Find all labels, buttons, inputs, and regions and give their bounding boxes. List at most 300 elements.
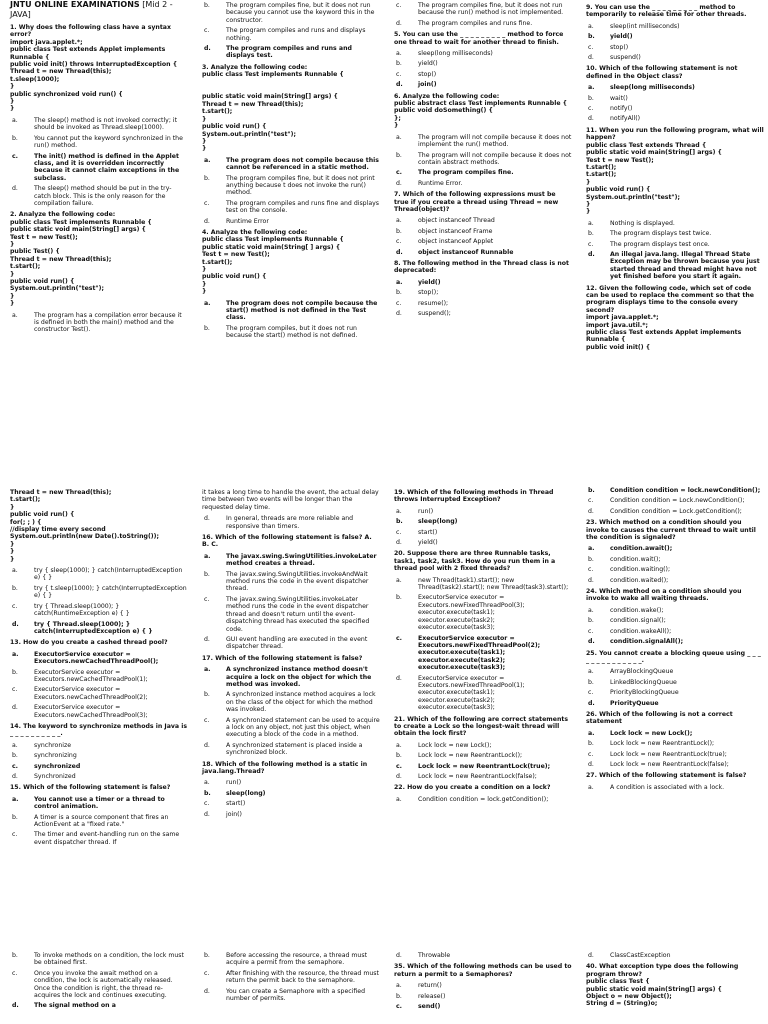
- option-letter: b.: [12, 134, 18, 142]
- option-text: release(): [418, 992, 446, 1000]
- option-text: A synchronized instance method doesn't acquire a lock on the object for which the method was invoked.: [226, 666, 372, 688]
- option-letter: c.: [12, 969, 18, 977]
- option-letter: d.: [588, 250, 595, 258]
- answer-option: [10, 117, 188, 132]
- option-text: return(): [418, 982, 442, 990]
- option-text: yield(): [418, 60, 438, 68]
- option-letter: d.: [396, 310, 402, 317]
- option-letter: d.: [396, 952, 402, 959]
- question-text: 7. Which of the following expressions must be true if you create a thread using Thread = new Thread(object)?: [394, 191, 561, 213]
- document-title: [10, 0, 188, 20]
- answer-option: [394, 577, 572, 592]
- option-letter: d.: [204, 741, 210, 749]
- answer-option: [394, 152, 572, 167]
- option-letter: c.: [588, 750, 594, 758]
- option-letter: b.: [12, 668, 18, 676]
- answer-option: [394, 539, 572, 546]
- answer-option-correct: [202, 45, 380, 60]
- answer-option-correct: [586, 33, 764, 40]
- option-letter: c.: [204, 969, 210, 977]
- answer-option-correct: [10, 153, 188, 183]
- answer-option: [394, 60, 572, 67]
- answer-option: [586, 761, 764, 768]
- option-text: The program compiles and runs and displays test.: [226, 45, 352, 60]
- option-text: The javax.swing.SwingUtilities.invokeLater method runs the code in the event dispatcher thread and doesn't return until the event-dispatching thread has executed the specified code.: [226, 595, 370, 633]
- option-letter: a.: [396, 982, 402, 990]
- answer-option: [586, 556, 764, 563]
- answer-option: [202, 515, 380, 530]
- option-letter: d.: [204, 987, 210, 995]
- option-letter: a.: [396, 795, 402, 803]
- option-text: You cannot put the keyword synchronized in the run() method.: [34, 134, 183, 150]
- option-letter: a.: [588, 219, 594, 227]
- answer-option: [394, 752, 572, 759]
- option-letter: d.: [396, 674, 402, 682]
- question-text: 19. Which of the following methods in Thread throws Interrupted Exception?: [394, 489, 556, 504]
- option-text: start(): [418, 528, 438, 536]
- answer-option: [394, 993, 572, 1000]
- option-letter: d.: [588, 576, 594, 584]
- option-text: The program does not compile because the start() method is not defined in the Test class.: [226, 299, 378, 322]
- option-letter: d.: [396, 248, 403, 256]
- option-letter: b.: [396, 752, 402, 760]
- answer-option: [10, 312, 188, 334]
- option-text: Lock lock = new ReentrantLock();: [418, 752, 523, 760]
- column-4: [586, 0, 764, 355]
- answer-option: [10, 814, 188, 829]
- answer-option: [202, 779, 380, 786]
- column-3: [394, 950, 572, 1013]
- option-letter: c.: [12, 762, 19, 770]
- option-letter: b.: [396, 227, 402, 235]
- answer-option: [394, 289, 572, 296]
- option-letter: a.: [204, 299, 211, 307]
- answer-option: [10, 135, 188, 150]
- answer-option: [394, 508, 572, 515]
- option-letter: c.: [396, 762, 403, 770]
- option-text: try { Thread.sleep(1000); } catch(InterruptedException e) { }: [34, 620, 153, 635]
- question-text: 22. How do you create a condition on a lock?: [394, 784, 551, 792]
- option-letter: c.: [396, 528, 402, 536]
- answer-option-correct: [586, 545, 764, 552]
- option-letter: a.: [204, 552, 211, 560]
- answer-option: [202, 325, 380, 340]
- answer-option-correct: [10, 796, 188, 811]
- answer-option: [10, 704, 188, 719]
- answer-option: [586, 115, 764, 122]
- option-text: object instanceof Thread: [418, 217, 495, 225]
- option-text: Condition condition = Lock.newCondition();: [610, 497, 745, 505]
- option-text: A timer is a source component that fires an ActionEvent at a "fixed rate.": [34, 813, 169, 829]
- option-letter: a.: [204, 779, 210, 787]
- option-text: The program compiles and runs and displays nothing.: [226, 27, 366, 42]
- question-text: 23. Which method on a condition should you invoke to causes the current thread to wait until the condition is signaled?: [586, 519, 759, 542]
- option-letter: c.: [396, 238, 402, 246]
- option-letter: b.: [204, 174, 210, 182]
- option-letter: a.: [588, 84, 595, 92]
- option-text: The signal method on a: [34, 1002, 116, 1010]
- option-letter: a.: [396, 576, 402, 584]
- column-4: [586, 485, 764, 794]
- option-letter: d.: [588, 760, 594, 768]
- answer-option: [586, 44, 764, 51]
- answer-option: [394, 796, 572, 803]
- option-text: Condition condition = Lock.getCondition();: [610, 507, 742, 515]
- option-text: try { sleep(1000); } catch(InterruptedException e) { }: [34, 567, 183, 582]
- option-text: The javax.swing.SwingUtilities.invokeAndWait method runs the code in the event dispatcher thread.: [226, 570, 369, 593]
- option-letter: c.: [396, 1003, 403, 1011]
- answer-option: [394, 773, 572, 780]
- option-letter: b.: [204, 570, 210, 578]
- option-text: object instanceof Frame: [418, 227, 493, 235]
- option-letter: b.: [396, 594, 402, 602]
- answer-option: [394, 310, 572, 317]
- option-text: Condition condition = lock.newCondition();: [610, 487, 761, 494]
- answer-option: [394, 134, 572, 149]
- answer-option-correct: [202, 666, 380, 688]
- answer-option: [202, 596, 380, 633]
- question-text: 21. Which of the following are correct statements to create a Lock so the longest-wait thread will obtain the lock first?: [394, 715, 571, 738]
- option-text: GUI event handling are executed in the event dispatcher thread.: [226, 635, 368, 651]
- option-letter: d.: [396, 539, 402, 547]
- option-text: sleep(int milliseconds): [610, 22, 680, 30]
- answer-option: [10, 773, 188, 780]
- option-text: ExecutorService executor = Executors.newFixedThreadPool(3); executor.execute(task1); executor.execute(task2); executor.execute(task3);: [418, 594, 525, 632]
- answer-option-correct: [586, 730, 764, 737]
- option-text: object instanceof Runnable: [418, 248, 514, 256]
- option-letter: b.: [396, 60, 402, 68]
- question-text: 10. Which of the following statement is not defined in the Object class?: [586, 65, 740, 80]
- option-letter: a.: [588, 783, 594, 791]
- answer-option: [394, 71, 572, 78]
- question-text: Thread t = new Thread(this); t.start(); } public void run() { for(; ; ) { //display time every second System.out.println(new Date().toString()); } } }: [10, 489, 159, 563]
- answer-option: [586, 952, 764, 959]
- answer-option: [394, 228, 572, 235]
- option-text: Lock lock = new ReentrantLock();: [610, 740, 715, 748]
- option-text: synchronize: [34, 741, 72, 749]
- option-letter: d.: [588, 115, 594, 123]
- answer-option: [394, 742, 572, 749]
- option-text: The program does not compile because this cannot be referenced in a static method.: [226, 156, 379, 172]
- option-text: condition.signalAll();: [610, 638, 684, 646]
- option-text: condition.await();: [610, 545, 673, 553]
- option-letter: c.: [204, 27, 210, 35]
- option-letter: a.: [396, 50, 402, 58]
- answer-option-correct: [586, 84, 764, 91]
- option-letter: d.: [396, 179, 402, 187]
- option-letter: a.: [588, 729, 595, 737]
- column-4: [586, 950, 764, 1012]
- option-text: condition.wake();: [610, 606, 664, 614]
- option-text: start(): [226, 800, 246, 808]
- answer-option: [586, 740, 764, 747]
- option-text: You cannot use a timer or a thread to control animation.: [34, 795, 165, 811]
- option-letter: c.: [12, 152, 19, 160]
- answer-option: [394, 20, 572, 27]
- option-letter: b.: [396, 992, 402, 1000]
- answer-option: [394, 217, 572, 224]
- answer-option-correct: [586, 251, 764, 281]
- answer-option: [202, 742, 380, 757]
- option-letter: c.: [396, 70, 402, 78]
- answer-option: [586, 751, 764, 758]
- answer-option: [586, 784, 764, 791]
- page-section-1: [0, 0, 768, 470]
- option-text: resume();: [418, 299, 449, 307]
- question-text: 8. The following method in the Thread class is not deprecated:: [394, 259, 572, 275]
- option-letter: d.: [12, 1002, 19, 1010]
- option-text: synchronized: [34, 762, 81, 770]
- column-3: [394, 0, 572, 320]
- option-letter: d.: [12, 773, 18, 780]
- option-letter: d.: [588, 638, 595, 646]
- option-text: The init() method is defined in the Applet class, and it is overridden incorrectly because it cannot claim exceptions in the subclass.: [34, 152, 180, 182]
- answer-option: [202, 218, 380, 225]
- answer-option: [394, 50, 572, 57]
- option-text: The program compiles fine, but it does not print anything because t does not invoke the run() method.: [226, 174, 375, 197]
- question-text: 9. You can use the _ _ _ _ _ _ _ _ _ method to temporarily to release time for other threads.: [586, 4, 747, 19]
- option-text: A synchronized statement is placed inside a synchronized block.: [226, 741, 363, 757]
- option-letter: a.: [12, 567, 18, 575]
- option-text: yield(): [418, 278, 441, 286]
- title-text: JNTU ONLINE EXAMINATIONS: [10, 0, 140, 9]
- question-text: 18. Which of the following method is a static in java.lang.Thread?: [202, 760, 370, 775]
- option-text: The program compiles and runs fine.: [418, 19, 533, 27]
- answer-option: [394, 529, 572, 536]
- page-section-3: [0, 950, 768, 1024]
- option-text: run(): [418, 507, 434, 515]
- answer-option: [586, 689, 764, 696]
- option-text: condition.waiting();: [610, 566, 671, 574]
- option-text: Lock lock = new ReentrantLock(true);: [418, 762, 551, 770]
- option-text: Condition condition = lock.getCondition();: [418, 795, 549, 803]
- option-text: ClassCastException: [610, 952, 671, 959]
- column-2: [202, 485, 380, 821]
- answer-option-correct: [202, 790, 380, 797]
- answer-option-correct: [586, 487, 764, 494]
- column-2: [202, 950, 380, 1005]
- question-text: 27. Which of the following statement is false?: [586, 772, 747, 780]
- column-1: [10, 950, 188, 1013]
- column-2: [202, 0, 380, 343]
- option-letter: a.: [204, 666, 211, 674]
- option-letter: b.: [12, 952, 18, 959]
- option-text: The program displays test twice.: [610, 230, 712, 238]
- answer-option: [586, 628, 764, 635]
- option-text: Throwable: [418, 952, 451, 959]
- answer-option: [394, 982, 572, 989]
- option-text: To invoke methods on a condition, the lock must be obtained first.: [34, 952, 184, 967]
- option-letter: b.: [396, 518, 403, 526]
- column-1: [10, 0, 188, 337]
- option-letter: d.: [204, 810, 210, 818]
- answer-option-correct: [394, 763, 572, 770]
- option-text: PriorityBlockingQueue: [610, 689, 679, 697]
- answer-option: [202, 175, 380, 197]
- option-text: An illegal java.lang. Illegal Thread State Exception may be thrown because you just started thread and thread might have not yet finished before you start it again.: [610, 250, 760, 281]
- option-text: suspend(): [610, 54, 641, 62]
- option-letter: a.: [396, 278, 403, 286]
- question-text: 4. Analyze the following code: public class Test implements Runnable { public static void main(String[ ] args) { Test t = new Test(); t.start(); } public void run() { } }: [202, 228, 344, 296]
- option-text: The program will not compile because it does not contain abstract methods.: [418, 151, 572, 166]
- option-text: ExecutorService executor = Executors.newFixedThreadPool(1); executor.execute(task1); executor.execute(task2); executor.execute(task3);: [418, 674, 525, 712]
- answer-option: [10, 603, 188, 618]
- option-text: join(): [418, 81, 437, 89]
- option-text: Lock lock = new Lock();: [418, 741, 492, 749]
- option-text: try { Thread.sleep(1000); } catch(RuntimeException e) { }: [34, 602, 130, 618]
- option-letter: c.: [204, 800, 210, 808]
- option-letter: b.: [588, 555, 594, 563]
- answer-option: [586, 679, 764, 686]
- option-letter: b.: [588, 740, 594, 748]
- option-text: The program has a compilation error because it is defined in both the main() method and the constructor Test().: [34, 311, 182, 334]
- option-letter: b.: [588, 678, 594, 686]
- option-letter: b.: [396, 289, 402, 297]
- option-letter: b.: [588, 94, 594, 102]
- question-text: it takes a long time to handle the event, the actual delay time between two events will be longer than the requested delay time.: [202, 489, 381, 511]
- option-text: You can create a Semaphore with a specified number of permits.: [226, 987, 366, 1003]
- answer-option: [586, 617, 764, 624]
- option-text: PriorityQueue: [610, 699, 659, 707]
- option-text: condition.signal();: [610, 617, 666, 625]
- option-letter: b.: [588, 617, 594, 625]
- option-letter: d.: [588, 699, 595, 707]
- answer-option-correct: [394, 518, 572, 525]
- option-text: sleep(long): [226, 789, 266, 797]
- option-text: stop(): [418, 70, 437, 78]
- option-letter: d.: [396, 773, 402, 780]
- answer-option: [586, 668, 764, 675]
- answer-option: [394, 594, 572, 631]
- option-text: send(): [418, 1003, 441, 1011]
- answer-option: [394, 675, 572, 712]
- option-text: ExecutorService executor = Executors.newCachedThreadPool();: [34, 650, 159, 666]
- option-text: The program displays test once.: [610, 240, 710, 248]
- option-letter: c.: [588, 566, 594, 574]
- answer-option: [202, 200, 380, 215]
- question-text: 2. Analyze the following code: public class Test implements Runnable { public static void main(String[] args) { Test t = new Test(); } public Test() { Thread t = new Thread(this); t.start(); } public void run() { System.out.println("test"); } }: [10, 211, 152, 308]
- answer-option-correct: [10, 651, 188, 666]
- answer-option: [586, 220, 764, 227]
- option-text: A condition is associated with a lock.: [610, 783, 725, 791]
- option-letter: c.: [588, 627, 594, 635]
- option-letter: a.: [204, 156, 211, 164]
- option-letter: c.: [588, 240, 594, 248]
- option-letter: c.: [12, 686, 18, 694]
- option-letter: a.: [12, 116, 18, 124]
- option-text: Nothing is displayed.: [610, 219, 675, 227]
- answer-option: [10, 185, 188, 207]
- option-text: notify(): [610, 105, 633, 113]
- answer-option: [10, 752, 188, 759]
- question-text: 16. Which of the following statement is false? A. B. C.: [202, 534, 374, 549]
- option-letter: b.: [204, 789, 211, 797]
- option-letter: b.: [204, 691, 210, 699]
- question-text: 11. When you run the following program, what will happen? public class Test extends Thread { public static void main(String[] args) { Test t = new Test(); t.start(); t.start(); } public void run() { System.out.println("test"); } }: [586, 126, 764, 216]
- option-text: object instanceof Applet: [418, 238, 494, 246]
- answer-option-correct: [202, 553, 380, 568]
- option-letter: a.: [12, 311, 18, 319]
- answer-option: [394, 952, 572, 959]
- question-text: 1. Why does the following class have a syntax error? import java.applet.*; public class Test extends Applet implements Runnable { public void init() throws InterruptedException { Thread t = new Thread(this); t.sleep(1000); } public synchronized void run() { } }: [10, 24, 178, 113]
- option-letter: a.: [12, 795, 19, 803]
- answer-option: [586, 497, 764, 504]
- answer-option: [10, 585, 188, 600]
- option-text: sleep(long milliseconds): [418, 50, 493, 58]
- option-text: run(): [226, 779, 242, 787]
- option-letter: c.: [204, 716, 210, 724]
- option-text: stop();: [418, 289, 439, 297]
- answer-option: [586, 95, 764, 102]
- option-letter: a.: [396, 217, 402, 225]
- title-subtitle: [Mid 2 - JAVA]: [10, 0, 173, 19]
- question-text: 17. Which of the following statement is false?: [202, 654, 363, 662]
- option-letter: d.: [588, 952, 594, 959]
- option-letter: a.: [396, 507, 402, 515]
- answer-option-correct: [10, 621, 188, 636]
- option-letter: c.: [12, 831, 18, 839]
- column-3: [394, 485, 572, 806]
- option-letter: c.: [396, 169, 403, 177]
- answer-option: [202, 800, 380, 807]
- option-letter: a.: [396, 741, 402, 749]
- option-letter: c.: [588, 43, 594, 51]
- option-letter: a.: [588, 22, 594, 30]
- answer-option: [10, 831, 188, 846]
- option-text: suspend();: [418, 310, 451, 317]
- answer-option: [202, 636, 380, 651]
- answer-option: [586, 54, 764, 61]
- option-text: Lock lock = new ReentrantLock(false);: [610, 760, 729, 768]
- option-text: yield(): [418, 539, 438, 547]
- answer-option-correct: [10, 763, 188, 770]
- option-letter: b.: [204, 324, 210, 332]
- option-text: join(): [226, 810, 242, 818]
- answer-option: [394, 238, 572, 245]
- answer-option: [586, 566, 764, 573]
- option-text: The timer and event-handling run on the same event dispatcher thread. If: [34, 831, 180, 846]
- option-text: In general, threads are more reliable and responsive than timers.: [226, 515, 354, 530]
- answer-option: [394, 300, 572, 307]
- page-section-2: [0, 485, 768, 846]
- answer-option-correct: [394, 249, 572, 256]
- option-letter: d.: [204, 45, 211, 53]
- option-letter: b.: [12, 752, 18, 760]
- option-text: The program compiles, but it does not run because the start() method is not defined.: [226, 324, 358, 340]
- answer-option: [202, 952, 380, 967]
- option-letter: d.: [588, 54, 594, 62]
- answer-option: [586, 508, 764, 515]
- option-letter: b.: [396, 151, 402, 159]
- option-letter: d.: [204, 635, 210, 643]
- option-letter: c.: [588, 497, 594, 505]
- option-letter: b.: [588, 33, 595, 41]
- option-letter: d.: [12, 620, 19, 628]
- option-text: Runtime Error: [226, 217, 269, 225]
- option-text: The program compiles fine, but it does not run because the run() method is not implemented.: [418, 2, 564, 17]
- answer-option: [10, 686, 188, 701]
- option-text: ExecutorService executor = Executors.newCachedThreadPool(1);: [34, 668, 148, 683]
- option-text: LinkedBlockingQueue: [610, 678, 677, 686]
- option-letter: d.: [12, 704, 18, 712]
- option-text: yield(): [610, 33, 633, 41]
- answer-option: [202, 988, 380, 1003]
- option-letter: a.: [588, 668, 594, 676]
- option-text: notifyAll(): [610, 115, 641, 123]
- option-text: condition.waited();: [610, 576, 669, 584]
- question-text: 5. You can use the _ _ _ _ _ _ _ _ _ method to force one thread to wait for another thread to finish.: [394, 31, 566, 46]
- question-text: 13. How do you create a cashed thread pool?: [10, 639, 168, 647]
